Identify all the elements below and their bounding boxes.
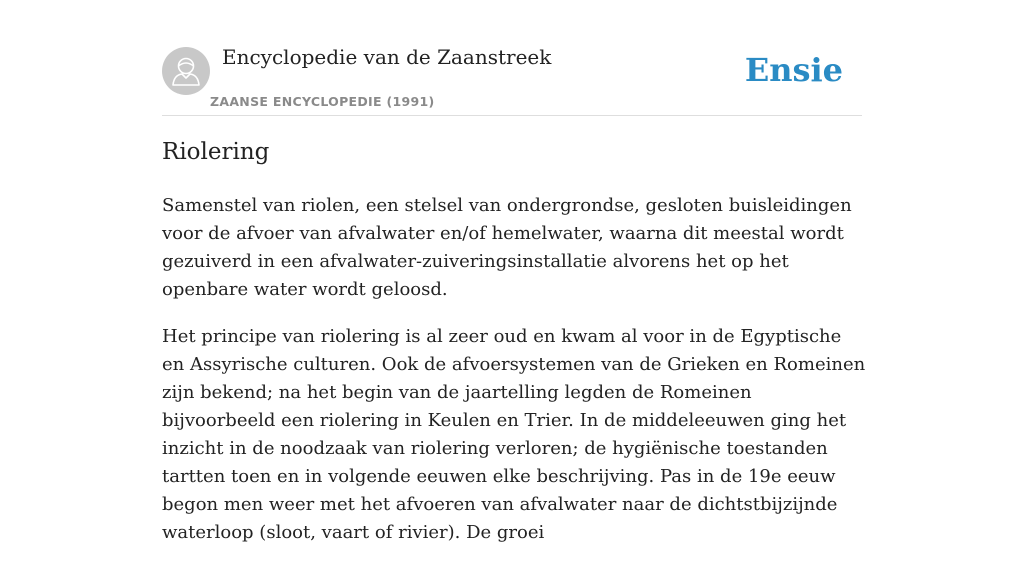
article-paragraph: Het principe van riolering is al zeer oud en kwam al voor in de Egyptische en Assyrische culturen. Ook de afvoersystemen van de Grieken en Romeinen zijn bekend; na het begin van de jaartelling legden de Romeinen bijvoorbeeld een riolering in Keulen en Trier. In de middeleeuwen ging het inzicht in de noodzaak van riolering verloren; de hygiënische toestanden tartten toen en in volgende eeuwen elke beschrijving. Pas in de 19e eeuw begon men weer met het afvoeren van afvalwater naar de dichtstbijzijnde waterloop (sloot, vaart of rivier). De groei (162, 326, 866, 543)
header-divider (162, 115, 862, 116)
article-body (162, 192, 868, 566)
article-title: Riolering (162, 139, 270, 165)
user-icon (162, 47, 210, 95)
ensie-logo[interactable]: Ensie (744, 51, 843, 89)
source-title[interactable]: Encyclopedie van de Zaanstreek (222, 45, 552, 69)
source-subtitle[interactable]: ZAANSE ENCYCLOPEDIE (1991) (210, 94, 435, 109)
avatar[interactable] (162, 47, 210, 95)
article-paragraph: Samenstel van riolen, een stelsel van ondergrondse, gesloten buisleidingen voor de afvoer van afvalwater en/of hemelwater, waarna dit meestal wordt gezuiverd in een afvalwater-zuiveringsinstallatie alvorens het op het openbare water wordt geloosd. (162, 195, 852, 300)
